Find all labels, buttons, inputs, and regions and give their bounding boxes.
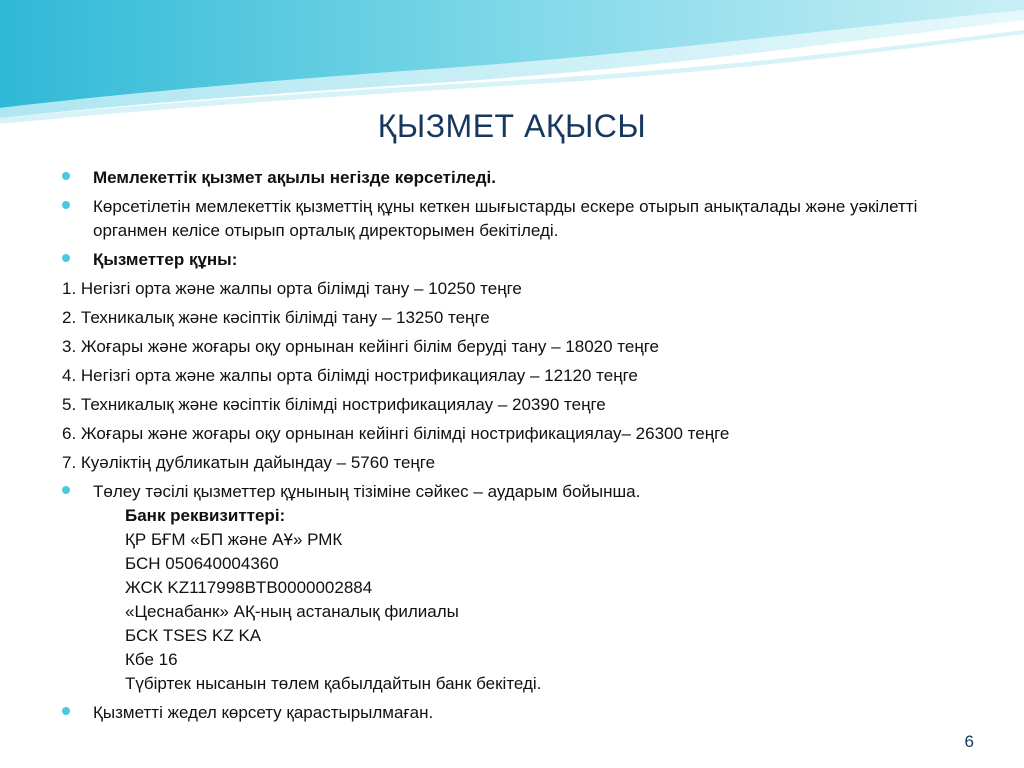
bank-line: ҚР БҒМ «БП және АҰ» РМК <box>125 530 343 549</box>
bullet-cost-determination <box>62 195 992 243</box>
bullet-payment-method <box>62 480 992 504</box>
bank-line: «Цеснабанк» АҚ-ның астаналық филиалы <box>125 602 459 621</box>
service-item: 5. Техникалық және кәсіптік білімді нострификациялау – 20390 теңге <box>62 395 606 414</box>
bullet-text: Төлеу тәсілі қызметтер құнының тізіміне сәйкес – аударым бойынша. <box>93 482 641 501</box>
service-item: 6. Жоғары және жоғары оқу орнынан кейінгі білімді нострификациялау– 26300 теңге <box>62 424 730 443</box>
service-item: 2. Техникалық және кәсіптік білімді тану – 13250 теңге <box>62 308 490 327</box>
bank-line: ЖСК KZ117998BTB0000002884 <box>125 578 373 597</box>
bullet-dot-icon <box>62 707 70 715</box>
bullet-text: Қызметті жедел көрсету қарастырылмаған. <box>93 703 434 722</box>
bank-line: Түбіртек нысанын төлем қабылдайтын банк бекітеді. <box>125 674 542 693</box>
bullet-text: Қызметтер құны: <box>93 250 238 269</box>
bullet-dot-icon <box>62 201 70 209</box>
bullet-dot-icon <box>62 172 70 180</box>
bank-heading: Банк реквизиттері: <box>125 506 286 525</box>
bullet-text: Көрсетілетін мемлекеттік қызметтің құны кеткен шығыстарды ескере отырып анықталады және уәкілетті органмен келісе отырып орталық директорымен бекітіледі. <box>93 197 918 240</box>
bank-line: БСК TSES KZ KA <box>125 626 262 645</box>
bullet-services-cost <box>62 248 992 272</box>
bullet-dot-icon <box>62 486 70 494</box>
bullet-dot-icon <box>62 254 70 262</box>
slide-title: ҚЫЗМЕТ АҚЫСЫ <box>377 108 647 144</box>
service-item: 7. Куәліктің дубликатын дайындау – 5760 теңге <box>62 453 436 472</box>
bullet-paid-basis <box>62 166 992 190</box>
bullet-no-urgent-service <box>62 701 992 725</box>
service-item: 4. Негізгі орта және жалпы орта білімді нострификациялау – 12120 теңге <box>62 366 638 385</box>
slide-content <box>62 166 992 730</box>
bank-line: Кбе 16 <box>125 650 178 669</box>
bank-details <box>62 504 992 696</box>
service-item: 3. Жоғары және жоғары оқу орнынан кейінгі білім беруді тану – 18020 теңге <box>62 337 660 356</box>
bank-line: БСН 050640004360 <box>125 554 279 573</box>
bullet-text: Мемлекеттік қызмет ақылы негізде көрсетіледі. <box>93 168 496 187</box>
service-item: 1. Негізгі орта және жалпы орта білімді тану – 10250 теңге <box>62 279 522 298</box>
page-number: 6 <box>964 732 974 751</box>
